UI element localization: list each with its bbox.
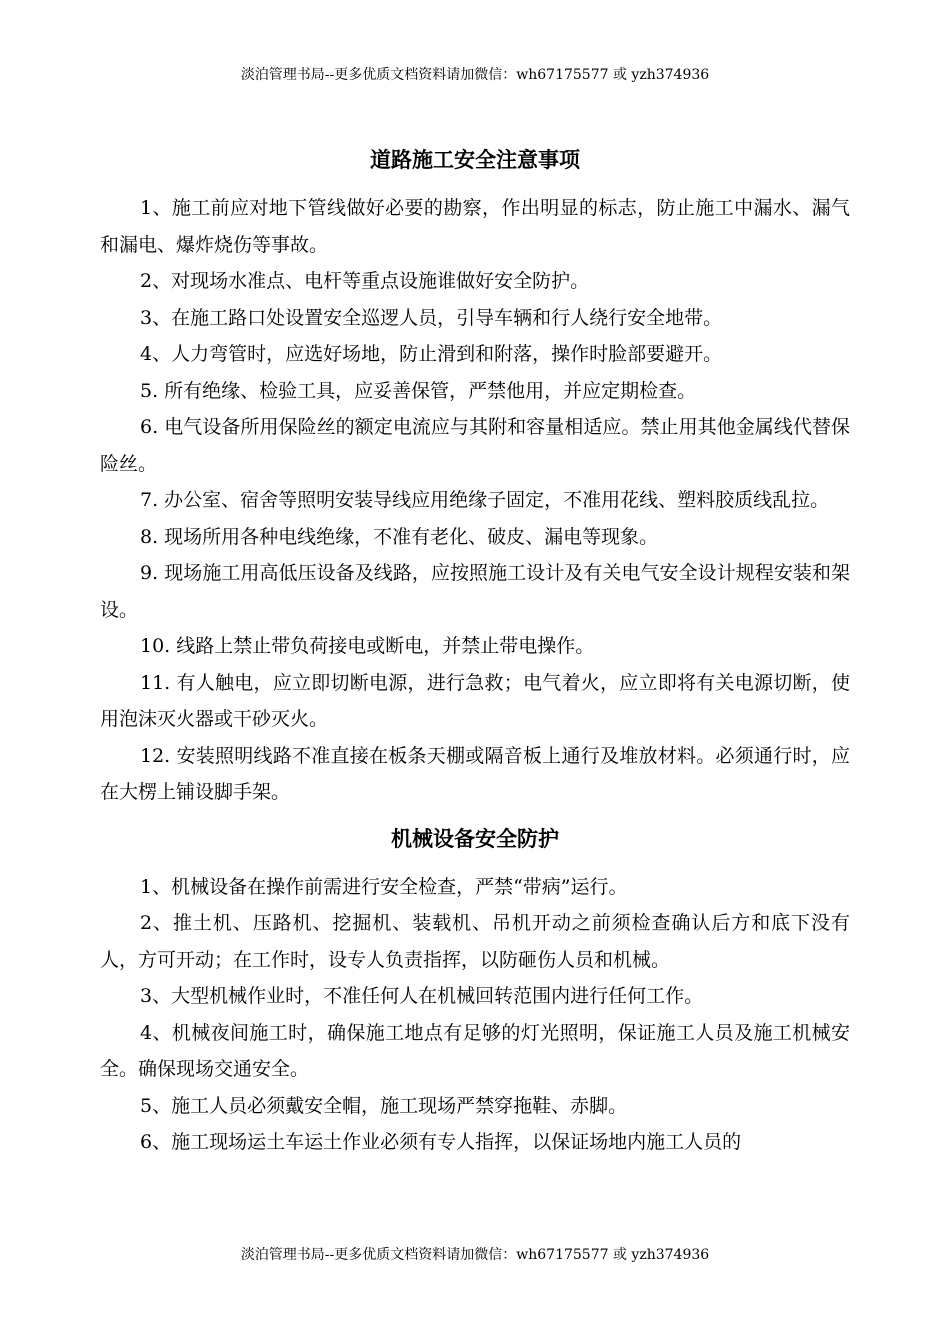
paragraph: 4、机械夜间施工时，确保施工地点有足够的灯光照明，保证施工人员及施工机械安全。确保现场交通安全。 [100,1021,850,1080]
paragraph: 3、在施工路口处设置安全巡逻人员，引导车辆和行人绕行安全地带。 [140,306,723,329]
paragraph: 2、对现场水准点、电杆等重点设施谁做好安全防护。 [140,270,590,292]
paragraph: 7. 办公室、宿舍等照明安装导线应用绝缘子固定，不准用花线、塑料胶质线乱拉。 [140,489,830,511]
paragraph: 6、施工现场运土车运土作业必须有专人指挥，以保证场地内施工人员的 [140,1131,742,1153]
page-header: 淡泊管理书局--更多优质文档资料请加微信：wh67175577 或 yzh374936 [240,67,710,83]
paragraph: 8. 现场所用各种电线绝缘，不准有老化、破皮、漏电等现象。 [140,525,659,548]
paragraph: 5. 所有绝缘、检验工具，应妥善保管，严禁他用，并应定期检查。 [140,379,697,402]
paragraph: 2、推土机、压路机、挖掘机、装载机、吊机开动之前须检查确认后方和底下没有人，方可开动；在工作时，设专人负责指挥，以防砸伤人员和机械。 [100,912,850,971]
paragraph: 12. 安装照明线路不准直接在板条天棚或隔音板上通行及堆放材料。必须通行时，应在大楞上铺设脚手架。 [100,744,850,803]
paragraph: 6. 电气设备所用保险丝的额定电流应与其附和容量相适应。禁止用其他金属线代替保险丝。 [100,416,850,475]
paragraph: 11. 有人触电，应立即切断电源，进行急救；电气着火，应立即将有关电源切断，使用泡沫灭火器或干砂灭火。 [100,671,850,730]
paragraph: 3、大型机械作业时，不准任何人在机械回转范围内进行任何工作。 [140,985,704,1007]
paragraph: 5、施工人员必须戴安全帽，施工现场严禁穿拖鞋、赤脚。 [140,1094,628,1117]
section-title-machinery-safety: 机械设备安全防护 [391,826,559,851]
paragraph: 9. 现场施工用高低压设备及线路，应按照施工设计及有关电气安全设计规程安装和架设。 [100,562,850,621]
paragraph: 10. 线路上禁止带负荷接电或断电，并禁止带电操作。 [140,635,595,657]
paragraph: 1、机械设备在操作前需进行安全检查，严禁“带病”运行。 [140,875,628,898]
document-body [100,142,850,1161]
section-title-road-safety: 道路施工安全注意事项 [370,148,580,172]
paragraph: 1、施工前应对地下管线做好必要的勘察，作出明显的标志，防止施工中漏水、漏气和漏电、爆炸烧伤等事故。 [100,197,850,256]
page-footer: 淡泊管理书局--更多优质文档资料请加微信：wh67175577 或 yzh374936 [240,1247,710,1263]
paragraph: 4、人力弯管时，应选好场地，防止滑到和附落，操作时脸部要避开。 [140,343,723,365]
